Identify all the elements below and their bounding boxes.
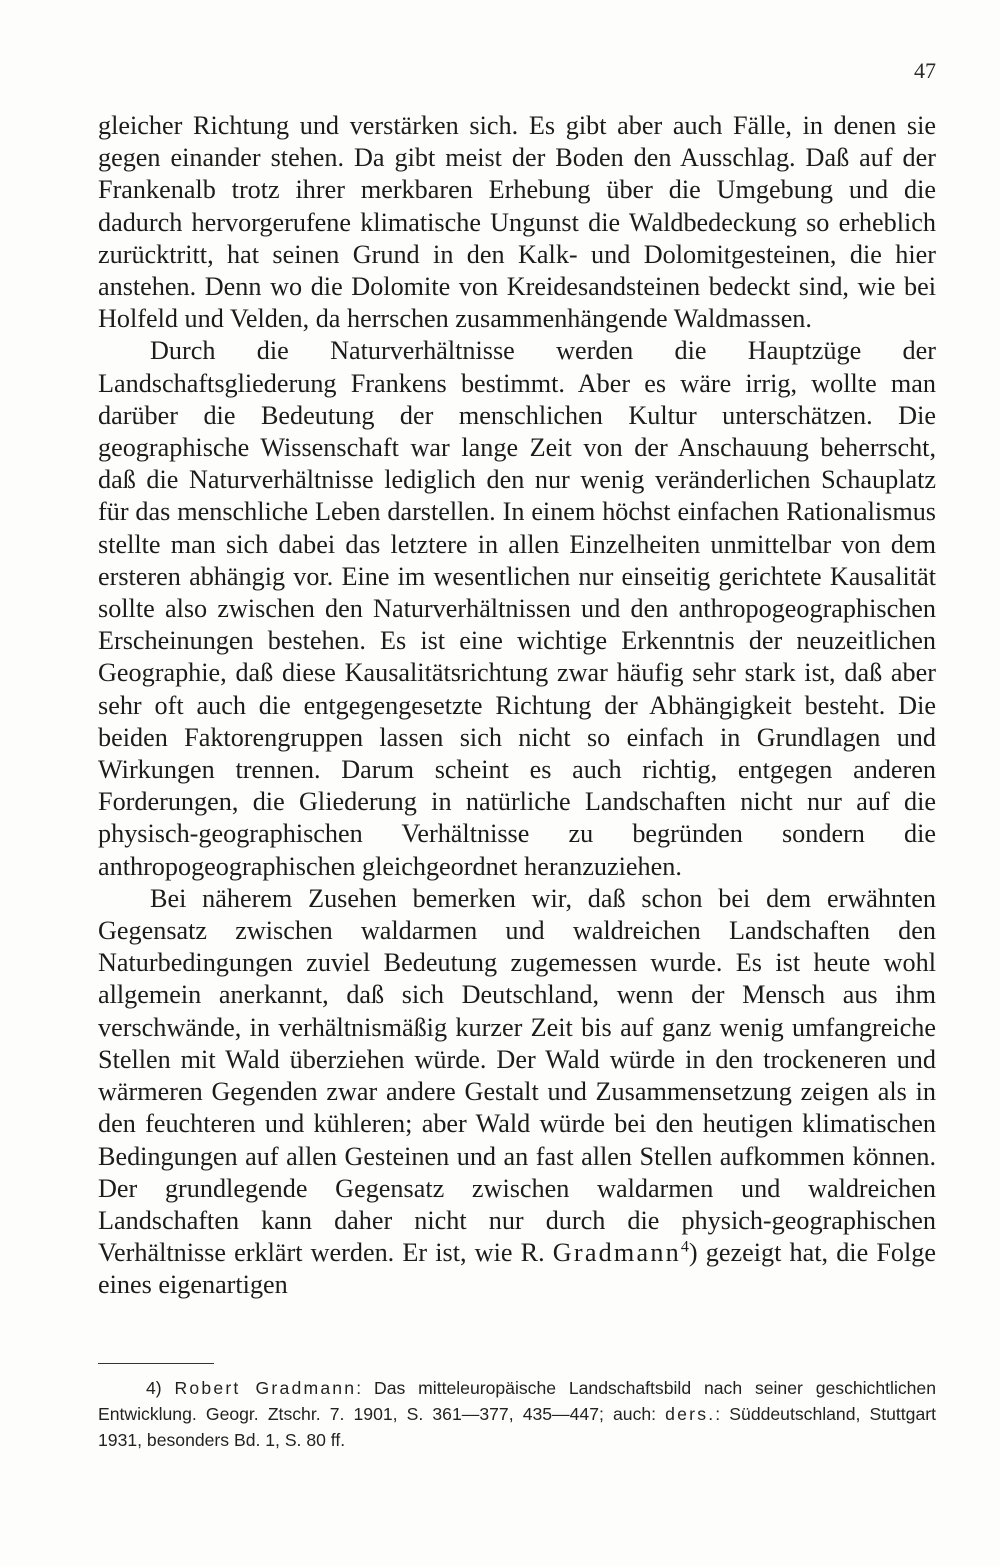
- footnote-author: Robert Gradmann: [174, 1378, 357, 1398]
- footnote-text: : Das mitteleuropäische Landschaftsbild nach seiner geschichtlichen Entwicklung. Geogr. Ztschr. 7. 1901, S. 361—377, 435—447; auch:: [98, 1378, 936, 1424]
- paragraph-3-text: Bei näherem Zusehen bemerken wir, daß schon bei dem erwähnten Gegensatz zwischen waldarmen und waldreichen Landschaften den Naturbedingungen zuviel Bedeutung zugemessen wurde. Es ist heute wohl allgemein anerkannt, daß sich Deutschland, wenn der Mensch aus ihm verschwände, in verhältnismäßig kurzer Zeit bis auf ganz wenig umfangreiche Stellen mit Wald überziehen würde. Der Wald würde in den trockeneren und wärmeren Gegenden zwar andere Gestalt und Zusammensetzung zeigen als in den feuchteren und kühleren; aber Wald würde bei den heutigen klimatischen Bedingungen auf allen Gesteinen und an fast allen Stellen aufkommen können. Der grundlegende Gegensatz zwischen waldarmen und waldreichen Landschaften kann daher nicht nur durch die physich-geographischen Verhältnisse erklärt werden.: [98, 883, 936, 1268]
- paragraph-3-tail-before: Er ist, wie R.: [402, 1238, 545, 1268]
- footnote-4: [98, 1375, 936, 1453]
- paragraph-3-tail-after: ) gezeigt hat, die Folge eines eigenartigen: [98, 1238, 936, 1300]
- paragraph-1: gleicher Richtung und verstärken sich. Es gibt aber auch Fälle, in denen sie gegen einander stehen. Da gibt meist der Boden den Ausschlag. Daß auf der Frankenalb trotz ihrer merkbaren Erhebung über die Umgebung und die dadurch hervorgerufene klimatische Ungunst die Waldbedeckung so erheblich zurücktritt, hat seinen Grund in den Kalk- und Dolomitgesteinen, die hier anstehen. Denn wo die Dolomite von Kreidesandsteinen bedeckt sind, wie bei Holfeld und Velden, da herrschen zusammenhängende Waldmassen.: [98, 111, 936, 334]
- footnote-author-2: ders.: [665, 1404, 716, 1424]
- footnote-separator: [98, 1363, 214, 1364]
- cited-author: Gradmann: [552, 1238, 681, 1268]
- footnote-text-2: : Süddeutschland, Stuttgart 1931, besonders Bd. 1, S. 80 ff.: [98, 1404, 936, 1450]
- footnote-reference: 4: [680, 1238, 689, 1256]
- paragraph-3: [98, 883, 936, 1302]
- footnotes: [98, 1375, 936, 1453]
- paragraph-2: Durch die Naturverhältnisse werden die Hauptzüge der Landschaftsgliederung Frankens bestimmt. Aber es wäre irrig, wollte man darüber die Bedeutung der menschlichen Kultur unterschätzen. Die geographische Wissenschaft war lange Zeit von der Anschauung beherrscht, daß die Naturverhältnisse lediglich den nur wenig veränderlichen Schauplatz für das menschliche Leben darstellen. In einem höchst einfachen Rationalismus stellte man sich dabei das letztere in allen Einzelheiten unmittelbar von dem ersteren abhängig vor. Eine im wesentlichen nur einseitig gerichtete Kausalität sollte also zwischen den Naturverhältnissen und den anthropogeographischen Erscheinungen bestehen. Es ist eine wichtige Erkenntnis der neuzeitlichen Geographie, daß diese Kausalitätsrichtung zwar häufig sehr stark ist, daß aber sehr oft auch die entgegengesetzte Richtung der Abhängigkeit besteht. Die beiden Faktorengruppen lassen sich nicht so einfach in Grundlagen und Wirkungen trennen. Darum scheint es auch richtig, entgegen anderen Forderungen, die Gliederung in natürliche Landschaften nicht nur auf die physisch-geographischen Verhältnisse zu begründen sondern die anthropogeographischen gleichgeordnet heranzuziehen.: [98, 336, 936, 881]
- page-number: 47: [914, 58, 936, 83]
- main-text: [98, 110, 936, 1302]
- footnote-marker: 4): [146, 1378, 162, 1398]
